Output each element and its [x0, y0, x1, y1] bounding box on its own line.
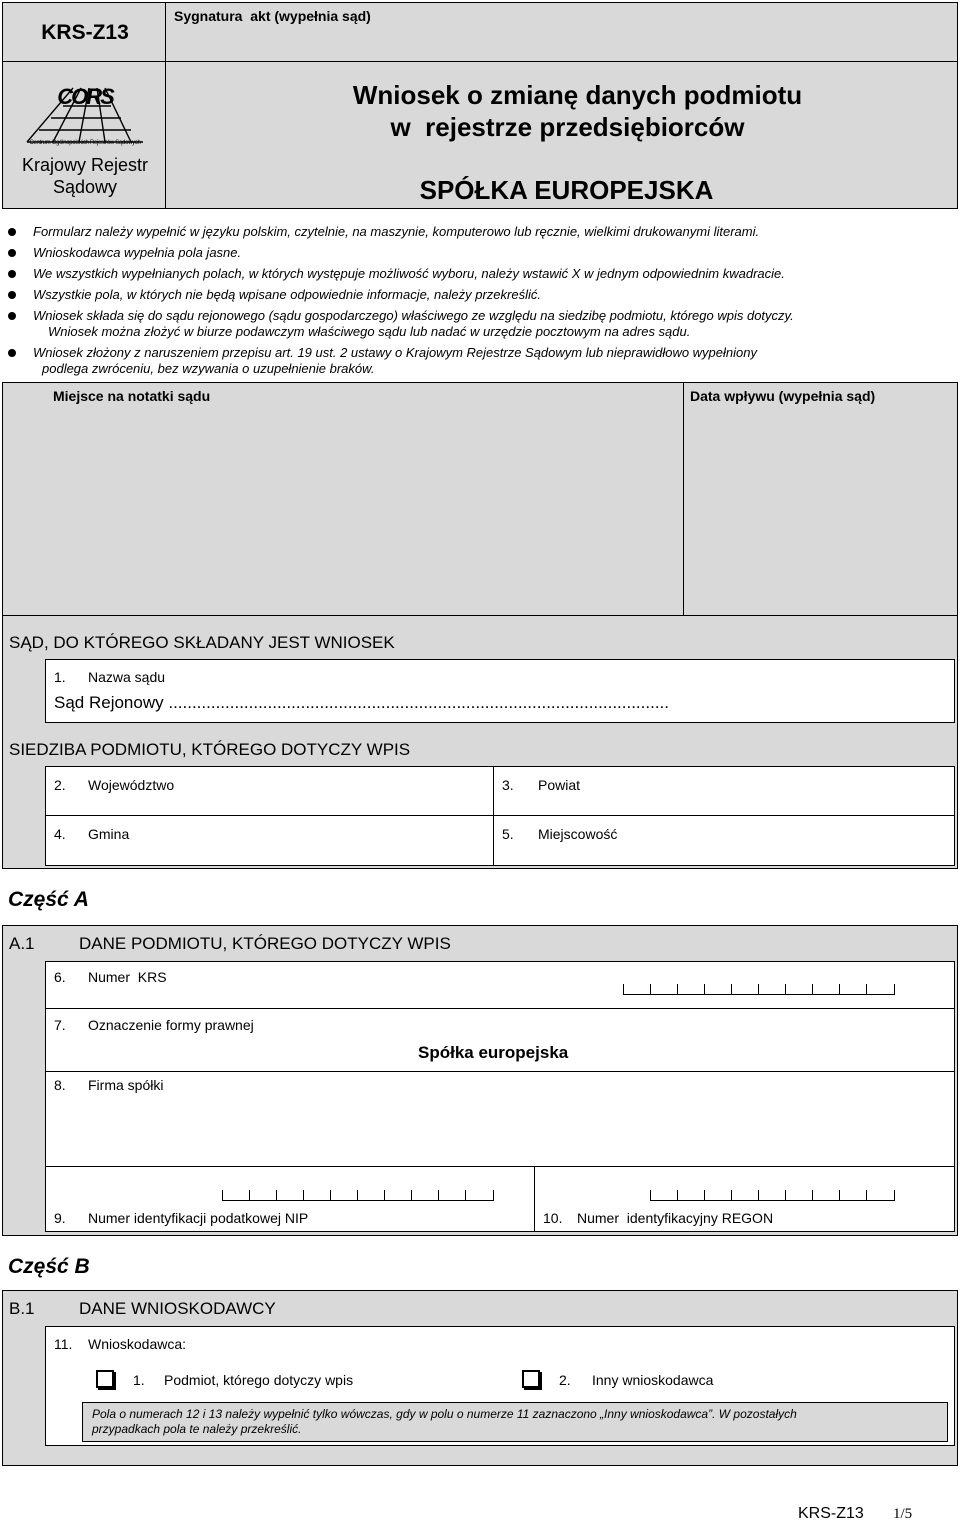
receipt-date-box [683, 382, 958, 616]
court-notes-label: Miejsce na notatki sądu [53, 388, 211, 404]
county-field[interactable] [493, 766, 955, 816]
logo-text: CORS [57, 84, 113, 109]
field-label: Nazwa sądu [88, 669, 166, 685]
part-b-subsection-title: DANE WNIOSKODAWCY [79, 1299, 276, 1318]
court-section-heading: SĄD, DO KTÓREGO SKŁADANY JEST WNIOSEK [9, 633, 395, 652]
field-number: 1. [54, 669, 66, 685]
field-number: 8. [54, 1077, 66, 1093]
field-number: 5. [502, 826, 514, 842]
registry-name-line1: Krajowy Rejestr [21, 155, 149, 175]
voivodeship-field[interactable] [45, 766, 494, 816]
option-label: Podmiot, którego dotyczy wpis [164, 1372, 354, 1388]
registry-name-line2: Sądowy [52, 177, 118, 197]
part-b-title: Część B [8, 1255, 90, 1278]
signature-box [165, 2, 958, 62]
option-number: 2. [559, 1372, 571, 1388]
applicant-note-box [82, 1402, 948, 1442]
part-a-title: Część A [8, 888, 89, 911]
field-label: Powiat [538, 777, 581, 793]
field-number: 10. [543, 1210, 563, 1226]
part-a-subsection-title: DANE PODMIOTU, KTÓREGO DOTYCZY WPIS [79, 934, 451, 953]
form-title-line1: Wniosek o zmianę danych podmiotu [352, 80, 803, 110]
option-other-applicant[interactable] [522, 1369, 782, 1391]
regon-field[interactable] [534, 1166, 955, 1232]
bullet-icon [8, 291, 16, 299]
logo-box [2, 61, 166, 209]
form-subtitle: SPÓŁKA EUROPEJSKA [419, 175, 714, 205]
form-code-box [2, 2, 166, 62]
field-number: 6. [54, 969, 66, 985]
form-code: KRS-Z13 [41, 21, 129, 44]
checkbox-icon[interactable] [522, 1370, 540, 1388]
field-number: 3. [502, 777, 514, 793]
field-number: 9. [54, 1210, 66, 1226]
field-label: Miejscowość [538, 826, 618, 842]
seat-section-heading: SIEDZIBA PODMIOTU, KTÓREGO DOTYCZY WPIS [9, 740, 411, 759]
option-number: 1. [133, 1372, 145, 1388]
field-label: Numer KRS [88, 969, 167, 985]
signature-label: Sygnatura akt (wypełnia sąd) [174, 8, 371, 24]
bullet-icon [8, 312, 16, 320]
part-a-subsection-number: A.1 [9, 934, 35, 953]
field-label: Gmina [88, 826, 130, 842]
krs-digit-boxes[interactable] [623, 984, 895, 995]
municipality-field[interactable] [45, 815, 494, 866]
form-title-line2: w rejestrze przedsiębiorców [390, 112, 745, 142]
krs-number-field[interactable] [45, 961, 955, 1009]
field-number: 7. [54, 1017, 66, 1033]
bullet-icon [8, 228, 16, 236]
footer-form-code: KRS-Z13 [798, 1505, 864, 1522]
checkbox-icon[interactable] [96, 1370, 114, 1388]
court-notes-box [2, 382, 684, 616]
part-b-subsection-number: B.1 [9, 1299, 35, 1318]
applicant-note: Pola o numerach 12 i 13 należy wypełnić tylko wówczas, gdy w polu o numerze 11 zaznaczono „Inny wnioskodawca”. W pozostałych [92, 1407, 797, 1421]
title-box [165, 61, 958, 209]
part-a-section [2, 925, 958, 1236]
bullet-icon [8, 249, 16, 257]
legal-form-field [45, 1008, 955, 1072]
nip-field[interactable] [45, 1166, 535, 1232]
field-label: Oznaczenie formy prawnej [88, 1017, 254, 1033]
field-label: Firma spółki [88, 1077, 164, 1093]
option-subject-of-entry[interactable] [96, 1369, 416, 1391]
bullet-icon [8, 349, 16, 357]
company-name-field[interactable] [45, 1071, 955, 1167]
option-label: Inny wnioskodawca [592, 1372, 714, 1388]
field-label: Wnioskodawca: [88, 1336, 187, 1352]
nip-digit-boxes[interactable] [222, 1190, 494, 1201]
regon-digit-boxes[interactable] [650, 1190, 895, 1201]
part-b-section [2, 1290, 958, 1466]
page-number: 1/5 [893, 1506, 913, 1522]
field-label: Numer identyfikacji podatkowej NIP [88, 1210, 309, 1226]
bullet-icon [8, 270, 16, 278]
applicant-field [45, 1326, 955, 1446]
logo-subtext: Centrum Ogólnopolskich Rejestrów Sądowych [29, 140, 141, 146]
applicant-note-line2: przypadkach pola te należy przekreślić. [92, 1422, 302, 1436]
field-label: Numer identyfikacyjny REGON [577, 1210, 774, 1226]
court-section [2, 615, 958, 869]
field-label: Województwo [88, 777, 175, 793]
court-name-value: Sąd Rejonowy .......................................................................................................... [54, 693, 669, 712]
field-number: 11. [54, 1336, 73, 1352]
court-name-field[interactable] [45, 659, 955, 723]
legal-form-value: Spółka europejska [418, 1043, 569, 1062]
receipt-date-label: Data wpływu (wypełnia sąd) [690, 388, 876, 404]
locality-field[interactable] [493, 815, 955, 866]
field-number: 4. [54, 826, 66, 842]
field-number: 2. [54, 777, 66, 793]
